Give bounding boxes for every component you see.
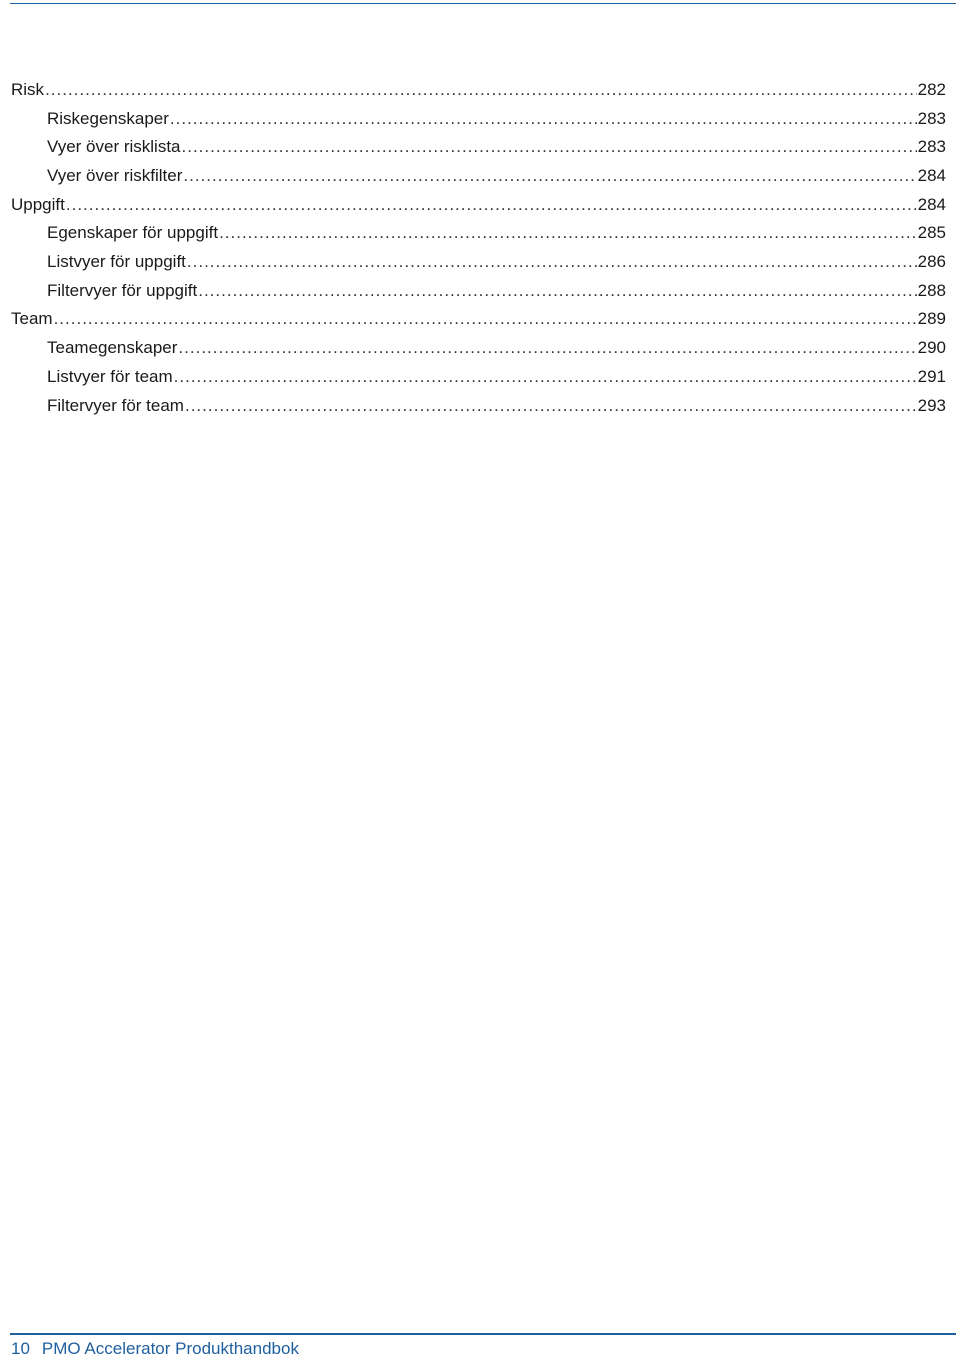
toc-entry[interactable] — [11, 306, 946, 335]
toc-entry[interactable] — [11, 277, 946, 306]
toc-leader-dots — [187, 248, 917, 277]
toc-entry[interactable] — [11, 76, 946, 105]
toc-leader-dots — [170, 105, 917, 134]
toc-entry-label: Team — [11, 309, 53, 329]
toc-leader-dots — [198, 277, 916, 306]
header-rule — [10, 3, 956, 4]
toc-entry-label: Filtervyer för uppgift — [47, 280, 198, 300]
toc-entry[interactable] — [11, 248, 946, 277]
toc-leader-dots — [183, 162, 916, 191]
toc-entry[interactable] — [11, 363, 946, 392]
footer-title: PMO Accelerator Produkthandbok — [41, 1339, 299, 1358]
toc-entry-label: Listvyer för uppgift — [47, 252, 186, 272]
toc-entry-page: 288 — [917, 280, 946, 300]
toc-leader-dots — [54, 305, 917, 334]
footer-rule — [10, 1333, 956, 1335]
toc-leader-dots — [185, 392, 917, 421]
toc-leader-dots — [182, 133, 917, 162]
toc-entry-label: Vyer över riskfilter — [47, 166, 183, 186]
footer-page-number: 10 — [11, 1339, 30, 1358]
toc-entry-label: Listvyer för team — [47, 366, 173, 386]
toc-entry[interactable] — [11, 105, 946, 134]
toc-leader-dots — [66, 191, 917, 220]
toc-entry-label: Riskegenskaper — [47, 108, 169, 128]
toc-entry-page: 290 — [917, 338, 946, 358]
toc-entry[interactable] — [11, 162, 946, 191]
toc-entry[interactable] — [11, 219, 946, 248]
toc-leader-dots — [178, 334, 916, 363]
toc-entry-label: Egenskaper för uppgift — [47, 223, 219, 243]
toc-entry-page: 284 — [917, 166, 946, 186]
toc-leader-dots — [219, 219, 917, 248]
toc-entry-label: Vyer över risklista — [47, 137, 181, 157]
toc-entry-page: 283 — [917, 108, 946, 128]
toc-entry-page: 289 — [917, 309, 946, 329]
toc-entry[interactable] — [11, 191, 946, 220]
toc-entry[interactable] — [11, 334, 946, 363]
toc-entry-page: 282 — [917, 79, 946, 99]
toc-entry-label: Risk — [11, 79, 45, 99]
toc-leader-dots — [45, 76, 917, 105]
toc-entry[interactable] — [11, 133, 946, 162]
toc-entry-label: Uppgift — [11, 194, 65, 214]
toc-entry[interactable] — [11, 392, 946, 421]
toc-entry-page: 283 — [917, 137, 946, 157]
toc-entry-label: Teamegenskaper — [47, 338, 178, 358]
page-footer — [11, 1339, 299, 1359]
toc-entry-label: Filtervyer för team — [47, 395, 184, 415]
toc-entry-page: 285 — [917, 223, 946, 243]
toc-entry-page: 291 — [917, 366, 946, 386]
toc-entry-page: 293 — [917, 395, 946, 415]
table-of-contents — [11, 76, 946, 420]
toc-entry-page: 284 — [917, 194, 946, 214]
toc-leader-dots — [174, 363, 917, 392]
toc-entry-page: 286 — [917, 252, 946, 272]
